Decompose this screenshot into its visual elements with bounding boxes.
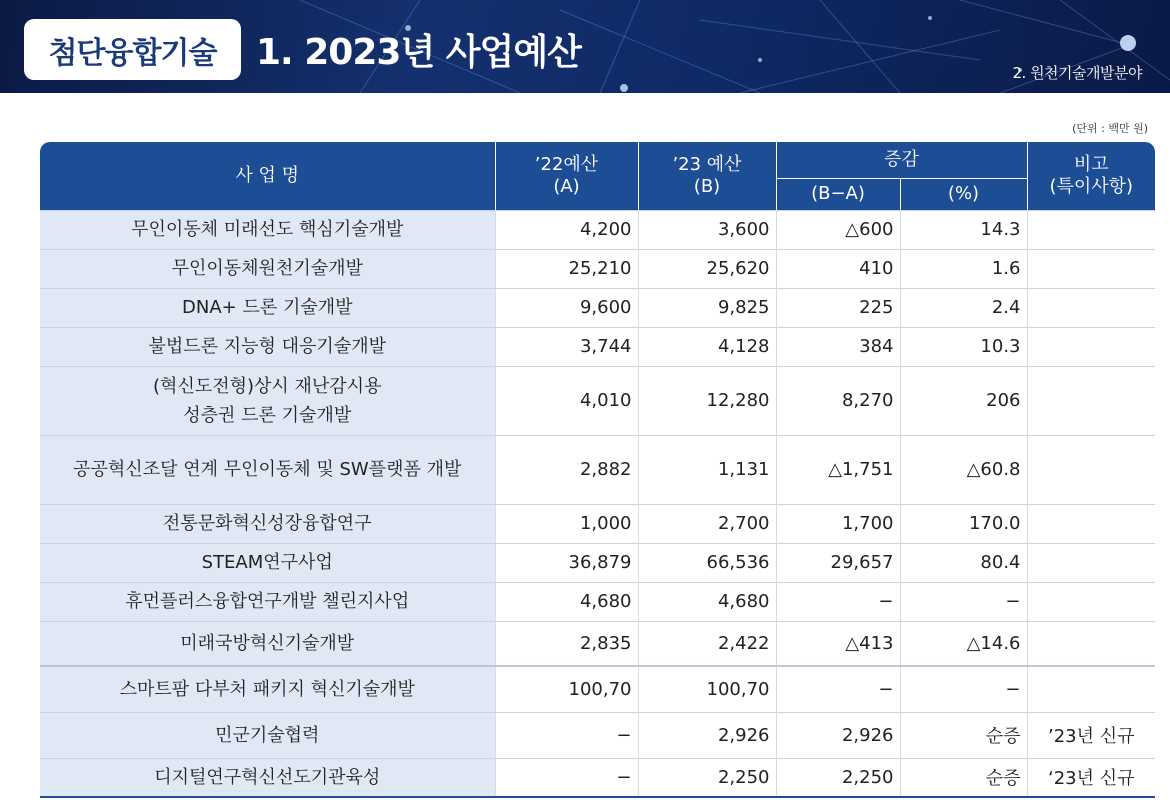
change-diff-cell: 410 [776,249,900,288]
budget-23-cell: 100,70 [638,666,776,712]
budget-23-cell: 2,250 [638,758,776,797]
note-cell [1027,621,1155,666]
change-pct-cell: 1.6 [900,249,1027,288]
note-cell [1027,327,1155,366]
change-diff-cell: − [776,582,900,621]
change-pct-cell: 206 [900,366,1027,435]
table-row [40,582,1155,621]
category-tag: 첨단융합기술 [24,19,241,80]
table-header [40,142,1155,210]
header-change-pct: (%) [900,178,1027,210]
project-name-cell: 전통문화혁신성장융합연구 [40,504,495,543]
change-diff-cell: 29,657 [776,543,900,582]
project-name-cell: 불법드론 지능형 대응기술개발 [40,327,495,366]
project-name-cell: 공공혁신조달 연계 무인이동체 및 SW플랫폼 개발 [40,435,495,504]
project-name-cell: 무인이동체원천기술개발 [40,249,495,288]
section-label: 2. 원천기술개발분야 [1012,64,1142,82]
budget-23-cell: 25,620 [638,249,776,288]
project-name-cell: 민군기술협력 [40,712,495,758]
change-diff-cell: 2,250 [776,758,900,797]
change-diff-cell: △1,751 [776,435,900,504]
note-cell [1027,435,1155,504]
budget-22-cell: 2,835 [495,621,638,666]
budget-23-cell: 4,128 [638,327,776,366]
header-budget-23: ’23 예산 (B) [638,142,776,210]
budget-23-cell: 1,131 [638,435,776,504]
budget-22-cell: − [495,712,638,758]
budget-23-cell: 66,536 [638,543,776,582]
note-cell [1027,366,1155,435]
project-name-cell: 무인이동체 미래선도 핵심기술개발 [40,210,495,249]
table-row [40,366,1155,435]
change-diff-cell: 2,926 [776,712,900,758]
project-name-cell: (혁신도전형)상시 재난감시용 성층권 드론 기술개발 [40,366,495,435]
table-row [40,435,1155,504]
budget-table [40,142,1155,798]
budget-23-cell: 12,280 [638,366,776,435]
change-pct-cell: 순증 [900,758,1027,797]
change-pct-cell: 14.3 [900,210,1027,249]
note-cell: ‘23년 신규 [1027,758,1155,797]
header-change-diff: (B−A) [776,178,900,210]
table-row [40,327,1155,366]
change-pct-cell: − [900,582,1027,621]
budget-22-cell: 25,210 [495,249,638,288]
header-note: 비고 (특이사항) [1027,142,1155,210]
budget-22-cell: − [495,758,638,797]
change-pct-cell: 170.0 [900,504,1027,543]
change-diff-cell: △600 [776,210,900,249]
change-diff-cell: 8,270 [776,366,900,435]
header-name: 사 업 명 [40,142,495,210]
change-pct-cell: 2.4 [900,288,1027,327]
budget-22-cell: 1,000 [495,504,638,543]
project-name-cell: 스마트팜 다부처 패키지 혁신기술개발 [40,666,495,712]
change-pct-cell: 순증 [900,712,1027,758]
budget-22-cell: 4,200 [495,210,638,249]
table-row [40,621,1155,666]
note-cell [1027,666,1155,712]
budget-22-cell: 2,882 [495,435,638,504]
note-cell [1027,543,1155,582]
unit-note: (단위 : 백만 원) [1072,122,1148,135]
note-cell: ’23년 신규 [1027,712,1155,758]
table-row [40,666,1155,712]
note-cell [1027,288,1155,327]
table-row [40,712,1155,758]
change-diff-cell: △413 [776,621,900,666]
page-title: 1. 2023년 사업예산 [256,32,581,73]
project-name-cell: DNA+ 드론 기술개발 [40,288,495,327]
note-cell [1027,582,1155,621]
table-body [40,210,1155,797]
project-name-cell: 휴먼플러스융합연구개발 챌린지사업 [40,582,495,621]
change-diff-cell: 384 [776,327,900,366]
table-row [40,543,1155,582]
project-name-cell: STEAM연구사업 [40,543,495,582]
budget-22-cell: 100,70 [495,666,638,712]
budget-23-cell: 9,825 [638,288,776,327]
table-row [40,758,1155,797]
change-diff-cell: − [776,666,900,712]
budget-23-cell: 2,700 [638,504,776,543]
budget-22-cell: 9,600 [495,288,638,327]
budget-22-cell: 3,744 [495,327,638,366]
budget-23-cell: 2,422 [638,621,776,666]
budget-23-cell: 4,680 [638,582,776,621]
note-cell [1027,210,1155,249]
note-cell [1027,249,1155,288]
change-diff-cell: 225 [776,288,900,327]
header-budget-22: ’22예산 (A) [495,142,638,210]
table-row [40,504,1155,543]
change-pct-cell: △14.6 [900,621,1027,666]
table-row [40,288,1155,327]
note-cell [1027,504,1155,543]
project-name-cell: 디지털연구혁신선도기관육성 [40,758,495,797]
change-pct-cell: 10.3 [900,327,1027,366]
change-pct-cell: 80.4 [900,543,1027,582]
budget-23-cell: 3,600 [638,210,776,249]
change-pct-cell: △60.8 [900,435,1027,504]
budget-22-cell: 4,010 [495,366,638,435]
change-pct-cell: − [900,666,1027,712]
table-row [40,210,1155,249]
budget-23-cell: 2,926 [638,712,776,758]
budget-22-cell: 36,879 [495,543,638,582]
table-row [40,249,1155,288]
title-banner [0,0,1170,93]
project-name-cell: 미래국방혁신기술개발 [40,621,495,666]
budget-22-cell: 4,680 [495,582,638,621]
change-diff-cell: 1,700 [776,504,900,543]
header-change: 증감 [776,142,1027,178]
